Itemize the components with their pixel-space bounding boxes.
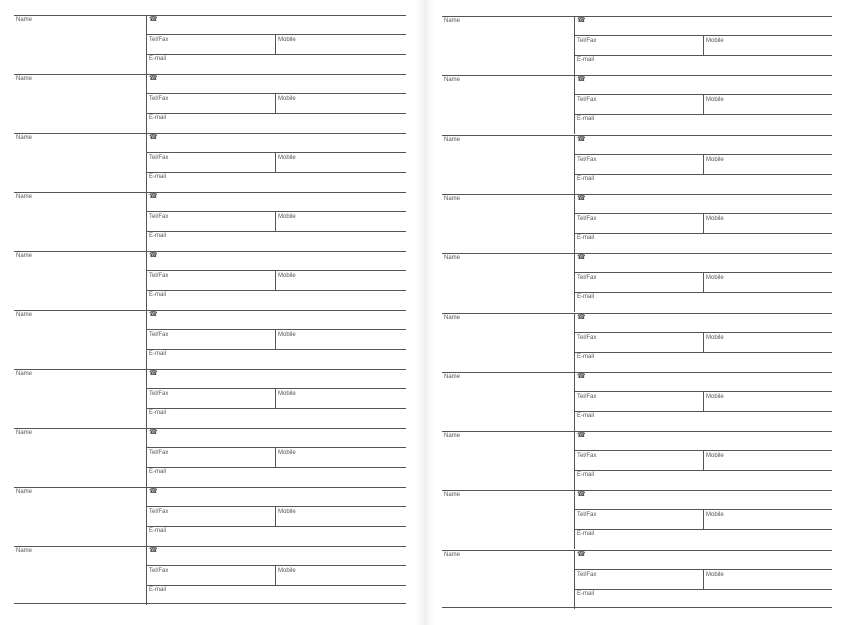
- mobile-label: Mobile: [706, 335, 724, 341]
- phone-row-divider: [146, 329, 406, 330]
- mobile-divider: [703, 509, 704, 529]
- mobile-label: Mobile: [278, 568, 296, 574]
- telephone-icon: ☎: [577, 195, 586, 202]
- column-divider: [574, 313, 575, 372]
- tel-fax-label: Tel/Fax: [577, 335, 597, 341]
- mobile-divider: [275, 270, 276, 290]
- entry-divider: [14, 310, 406, 311]
- entry-divider: [14, 74, 406, 75]
- tel-fax-label: Tel/Fax: [577, 38, 597, 44]
- entry-divider: [442, 490, 832, 491]
- email-row-divider: [574, 352, 832, 353]
- column-divider: [574, 16, 575, 75]
- page-bottom-rule: [14, 603, 406, 604]
- email-row-divider: [574, 529, 832, 530]
- address-entry: [442, 372, 832, 431]
- tel-fax-label: Tel/Fax: [149, 391, 169, 397]
- mobile-divider: [703, 332, 704, 352]
- email-label: E-mail: [149, 528, 167, 534]
- entry-divider: [14, 133, 406, 134]
- address-entry: [442, 135, 832, 194]
- email-label: E-mail: [149, 174, 167, 180]
- name-label: Name: [444, 18, 461, 24]
- tel-fax-label: Tel/Fax: [577, 216, 597, 222]
- name-label: Name: [16, 76, 33, 82]
- name-label: Name: [16, 17, 33, 23]
- name-label: Name: [444, 492, 461, 498]
- mobile-divider: [275, 565, 276, 585]
- phone-row-divider: [146, 270, 406, 271]
- name-label: Name: [16, 489, 33, 495]
- entry-divider: [442, 253, 832, 254]
- tel-fax-label: Tel/Fax: [577, 97, 597, 103]
- email-label: E-mail: [577, 176, 595, 182]
- email-label: E-mail: [149, 292, 167, 298]
- mobile-divider: [275, 329, 276, 349]
- mobile-divider: [275, 211, 276, 231]
- email-row-divider: [574, 589, 832, 590]
- email-label: E-mail: [577, 591, 595, 597]
- email-label: E-mail: [149, 351, 167, 357]
- mobile-label: Mobile: [706, 157, 724, 163]
- column-divider: [146, 487, 147, 546]
- name-label: Name: [16, 135, 33, 141]
- column-divider: [146, 15, 147, 74]
- address-entry: [14, 74, 406, 133]
- email-row-divider: [146, 231, 406, 232]
- address-entry: [442, 75, 832, 134]
- page-bottom-rule: [442, 607, 832, 608]
- email-row-divider: [146, 172, 406, 173]
- name-label: Name: [16, 194, 33, 200]
- mobile-label: Mobile: [278, 391, 296, 397]
- column-divider: [146, 133, 147, 192]
- phone-row-divider: [146, 93, 406, 94]
- phone-row-divider: [146, 447, 406, 448]
- telephone-icon: ☎: [149, 134, 158, 141]
- address-entry: [442, 16, 832, 75]
- address-entry: [442, 194, 832, 253]
- tel-fax-label: Tel/Fax: [577, 572, 597, 578]
- tel-fax-label: Tel/Fax: [149, 37, 169, 43]
- tel-fax-label: Tel/Fax: [149, 273, 169, 279]
- column-divider: [146, 192, 147, 251]
- entry-divider: [442, 75, 832, 76]
- phone-row-divider: [146, 211, 406, 212]
- tel-fax-label: Tel/Fax: [149, 568, 169, 574]
- column-divider: [574, 431, 575, 490]
- email-row-divider: [146, 113, 406, 114]
- name-label: Name: [444, 315, 461, 321]
- telephone-icon: ☎: [577, 314, 586, 321]
- mobile-label: Mobile: [706, 38, 724, 44]
- name-label: Name: [16, 430, 33, 436]
- telephone-icon: ☎: [577, 76, 586, 83]
- email-label: E-mail: [577, 116, 595, 122]
- name-label: Name: [16, 253, 33, 259]
- mobile-label: Mobile: [278, 96, 296, 102]
- email-row-divider: [146, 290, 406, 291]
- address-entry: [14, 15, 406, 74]
- tel-fax-label: Tel/Fax: [149, 96, 169, 102]
- mobile-label: Mobile: [278, 37, 296, 43]
- mobile-label: Mobile: [278, 450, 296, 456]
- column-divider: [574, 253, 575, 312]
- mobile-divider: [703, 35, 704, 55]
- email-row-divider: [146, 526, 406, 527]
- email-label: E-mail: [577, 354, 595, 360]
- address-entry: [442, 313, 832, 372]
- address-entry: [442, 253, 832, 312]
- telephone-icon: ☎: [577, 254, 586, 261]
- mobile-divider: [703, 272, 704, 292]
- telephone-icon: ☎: [577, 432, 586, 439]
- column-divider: [574, 372, 575, 431]
- column-divider: [146, 74, 147, 133]
- address-entry: [14, 428, 406, 487]
- mobile-divider: [275, 388, 276, 408]
- email-label: E-mail: [577, 294, 595, 300]
- mobile-label: Mobile: [706, 572, 724, 578]
- email-label: E-mail: [149, 56, 167, 62]
- email-row-divider: [574, 470, 832, 471]
- mobile-label: Mobile: [278, 155, 296, 161]
- email-row-divider: [146, 54, 406, 55]
- column-divider: [146, 251, 147, 310]
- telephone-icon: ☎: [149, 488, 158, 495]
- page-gutter: [416, 0, 434, 625]
- email-row-divider: [574, 174, 832, 175]
- entry-divider: [14, 251, 406, 252]
- telephone-icon: ☎: [577, 17, 586, 24]
- email-label: E-mail: [577, 235, 595, 241]
- name-label: Name: [444, 77, 461, 83]
- telephone-icon: ☎: [149, 16, 158, 23]
- entry-divider: [442, 313, 832, 314]
- address-entry: [442, 550, 832, 609]
- telephone-icon: ☎: [149, 193, 158, 200]
- email-label: E-mail: [577, 413, 595, 419]
- address-entry: [442, 490, 832, 549]
- telephone-icon: ☎: [577, 491, 586, 498]
- tel-fax-label: Tel/Fax: [577, 512, 597, 518]
- mobile-divider: [703, 94, 704, 114]
- entry-divider: [442, 16, 832, 17]
- telephone-icon: ☎: [149, 75, 158, 82]
- name-label: Name: [16, 548, 33, 554]
- tel-fax-label: Tel/Fax: [149, 509, 169, 515]
- name-label: Name: [16, 371, 33, 377]
- tel-fax-label: Tel/Fax: [149, 214, 169, 220]
- mobile-divider: [703, 213, 704, 233]
- name-label: Name: [444, 433, 461, 439]
- entry-divider: [14, 546, 406, 547]
- column-divider: [574, 490, 575, 549]
- name-label: Name: [444, 552, 461, 558]
- email-label: E-mail: [149, 233, 167, 239]
- telephone-icon: ☎: [149, 370, 158, 377]
- email-row-divider: [574, 55, 832, 56]
- address-entry: [14, 133, 406, 192]
- name-label: Name: [444, 137, 461, 143]
- email-label: E-mail: [577, 57, 595, 63]
- email-label: E-mail: [149, 410, 167, 416]
- tel-fax-label: Tel/Fax: [577, 453, 597, 459]
- telephone-icon: ☎: [149, 252, 158, 259]
- email-label: E-mail: [577, 531, 595, 537]
- email-label: E-mail: [577, 472, 595, 478]
- mobile-divider: [275, 506, 276, 526]
- column-divider: [574, 75, 575, 134]
- email-row-divider: [146, 467, 406, 468]
- address-entry: [14, 369, 406, 428]
- mobile-label: Mobile: [706, 394, 724, 400]
- name-label: Name: [444, 196, 461, 202]
- email-row-divider: [574, 292, 832, 293]
- email-row-divider: [146, 408, 406, 409]
- column-divider: [574, 135, 575, 194]
- phone-row-divider: [146, 152, 406, 153]
- email-label: E-mail: [149, 469, 167, 475]
- phone-row-divider: [146, 506, 406, 507]
- tel-fax-label: Tel/Fax: [577, 275, 597, 281]
- entry-divider: [14, 15, 406, 16]
- mobile-label: Mobile: [278, 332, 296, 338]
- entry-divider: [14, 428, 406, 429]
- name-label: Name: [16, 312, 33, 318]
- mobile-divider: [703, 569, 704, 589]
- mobile-label: Mobile: [706, 275, 724, 281]
- mobile-divider: [275, 34, 276, 54]
- telephone-icon: ☎: [149, 429, 158, 436]
- tel-fax-label: Tel/Fax: [149, 332, 169, 338]
- address-entry: [14, 251, 406, 310]
- entry-divider: [442, 135, 832, 136]
- mobile-label: Mobile: [278, 214, 296, 220]
- mobile-divider: [275, 447, 276, 467]
- name-label: Name: [444, 255, 461, 261]
- mobile-divider: [703, 450, 704, 470]
- mobile-label: Mobile: [278, 273, 296, 279]
- mobile-divider: [275, 93, 276, 113]
- phone-row-divider: [146, 565, 406, 566]
- entry-divider: [14, 369, 406, 370]
- mobile-divider: [703, 154, 704, 174]
- tel-fax-label: Tel/Fax: [577, 394, 597, 400]
- email-row-divider: [574, 411, 832, 412]
- entry-divider: [442, 431, 832, 432]
- tel-fax-label: Tel/Fax: [577, 157, 597, 163]
- name-label: Name: [444, 374, 461, 380]
- telephone-icon: ☎: [149, 311, 158, 318]
- phone-row-divider: [146, 388, 406, 389]
- column-divider: [146, 369, 147, 428]
- column-divider: [146, 310, 147, 369]
- email-label: E-mail: [149, 115, 167, 121]
- tel-fax-label: Tel/Fax: [149, 450, 169, 456]
- column-divider: [146, 546, 147, 605]
- mobile-divider: [275, 152, 276, 172]
- address-entry: [14, 310, 406, 369]
- column-divider: [574, 550, 575, 609]
- telephone-icon: ☎: [577, 373, 586, 380]
- mobile-label: Mobile: [706, 97, 724, 103]
- email-row-divider: [574, 233, 832, 234]
- address-entry: [14, 192, 406, 251]
- email-label: E-mail: [149, 587, 167, 593]
- telephone-icon: ☎: [577, 551, 586, 558]
- tel-fax-label: Tel/Fax: [149, 155, 169, 161]
- telephone-icon: ☎: [149, 547, 158, 554]
- email-row-divider: [146, 585, 406, 586]
- address-entry: [14, 487, 406, 546]
- mobile-label: Mobile: [706, 453, 724, 459]
- address-entry: [14, 546, 406, 605]
- telephone-icon: ☎: [577, 136, 586, 143]
- entry-divider: [442, 194, 832, 195]
- entry-divider: [442, 372, 832, 373]
- phone-row-divider: [146, 34, 406, 35]
- mobile-label: Mobile: [706, 512, 724, 518]
- mobile-label: Mobile: [706, 216, 724, 222]
- email-row-divider: [574, 114, 832, 115]
- mobile-divider: [703, 391, 704, 411]
- column-divider: [574, 194, 575, 253]
- mobile-label: Mobile: [278, 509, 296, 515]
- address-entry: [442, 431, 832, 490]
- column-divider: [146, 428, 147, 487]
- entry-divider: [14, 487, 406, 488]
- entry-divider: [14, 192, 406, 193]
- email-row-divider: [146, 349, 406, 350]
- entry-divider: [442, 550, 832, 551]
